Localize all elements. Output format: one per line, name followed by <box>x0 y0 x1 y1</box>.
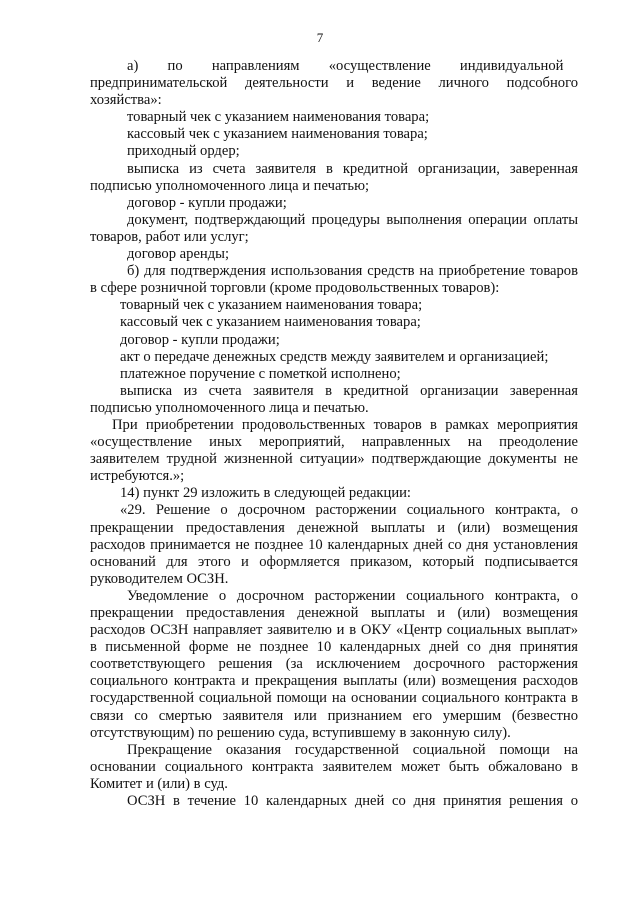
paragraph-oszn: ОСЗН в течение 10 календарных дней со дня принятия решения о <box>127 793 578 810</box>
paragraph-appeal: Прекращение оказания государственной социальной помощи на основании социального контракта заявителем может быть обжаловано в Комитет и (или) в суд. <box>90 741 578 792</box>
list-item: документ, подтверждающий процедуры выполнения операции оплаты товаров, работ или услуг; <box>90 211 578 245</box>
page-number: 7 <box>316 30 324 45</box>
list-item: платежное поручение с пометкой исполнено; <box>120 365 401 382</box>
list-item: товарный чек с указанием наименования товара; <box>127 109 430 126</box>
list-item: выписка из счета заявителя в кредитной организации заверенная подписью уполномоченного лица и печатью. <box>90 382 578 416</box>
paragraph-b-intro: б) для подтверждения использования средств на приобретение товаров в сфере розничной торговли (кроме продовольственных товаров): <box>90 263 578 297</box>
list-item: кассовый чек с указанием наименования товара; <box>127 126 428 143</box>
list-item: договор - купли продажи; <box>120 331 280 348</box>
paragraph-item-14: 14) пункт 29 изложить в следующей редакции: <box>120 485 411 502</box>
document-body <box>90 58 578 810</box>
paragraph-notification: Уведомление о досрочном расторжении социального контракта, о прекращении предоставления денежной выплаты и (или) возмещения расходов ОСЗН направляет заявителю и в ОКУ «Центр социальных выплат» в письменной форме не позднее 10 календарных дней со дня принятия соответствующего решения (за исключением досрочного расторжения социального контракта и прекращения выплаты (или) возмещения расходов государственной социальной помощи на основании социального контракта в связи со смертью заявителя или признанием его умершим (безвестно отсутствующим) по решению суда, вступившему в законную силу). <box>90 587 578 741</box>
list-item: договор - купли продажи; <box>127 194 287 211</box>
list-item: приходный ордер; <box>127 143 240 160</box>
list-item: выписка из счета заявителя в кредитной организации, заверенная подписью уполномоченного лица и печатью; <box>90 160 578 194</box>
paragraph-food-note: При приобретении продовольственных товаров в рамках мероприятия «осуществление иных мероприятий, направленных на преодоление заявителем трудной жизненной ситуации» подтверждающие документы не истребуются.»; <box>90 416 578 485</box>
list-item: кассовый чек с указанием наименования товара; <box>120 314 421 331</box>
list-item: договор аренды; <box>127 246 230 263</box>
paragraph-point-29: «29. Решение о досрочном расторжении социального контракта, о прекращении предоставления денежной выплаты и (или) возмещения расходов принимается не позднее 10 календарных дней со дня установления оснований для этого и оформляется приказом, который подписывается руководителем ОСЗН. <box>90 502 578 587</box>
paragraph-a-intro: а) по направлениям «осуществление индивидуальной предпринимательской деятельности и ведение личного подсобного хозяйства»: <box>90 58 578 109</box>
list-item: товарный чек с указанием наименования товара; <box>120 297 423 314</box>
list-item: акт о передаче денежных средств между заявителем и организацией; <box>120 348 549 365</box>
